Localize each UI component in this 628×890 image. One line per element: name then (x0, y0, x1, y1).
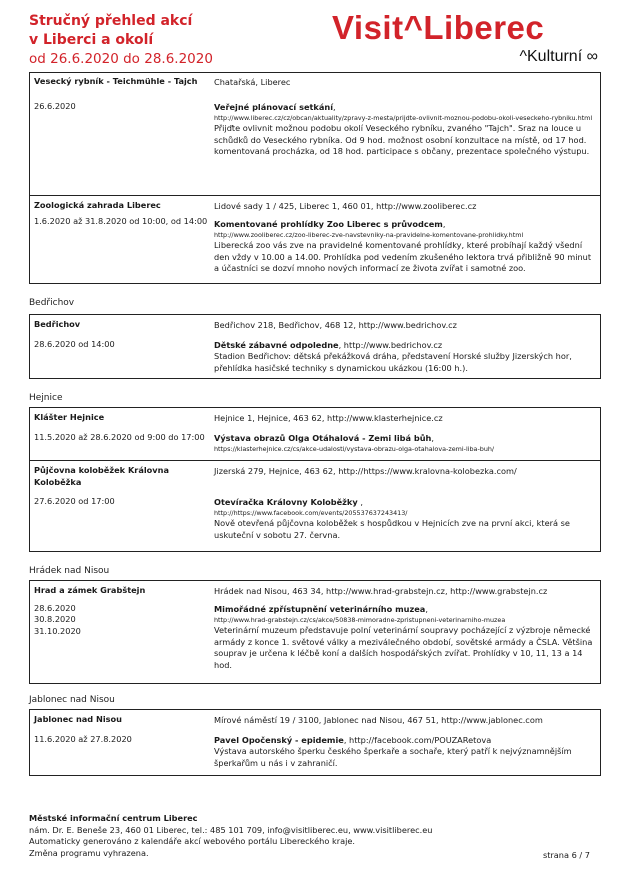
venue-address: Hrádek nad Nisou, 463 34, http://www.hrad-grabstejn.cz, http://www.grabstejn.cz (214, 586, 548, 596)
footer-note-generated: Automaticky generováno z kalendáře akcí webového portálu Libereckého kraje. (29, 836, 356, 846)
footer-organization: Městské informační centrum Liberec (29, 813, 198, 823)
visit-liberec-logo (332, 8, 602, 68)
event-date: 26.6.2020 (34, 100, 76, 111)
event-title: Dětské zábavné odpoledne (214, 340, 339, 350)
hradek-events-table (29, 580, 601, 684)
event-date: 28.6.2020 30.8.2020 31.10.2020 (34, 602, 81, 636)
table-row (30, 315, 600, 378)
event-date: 1.6.2020 až 31.8.2020 od 10:00, od 14:00 (34, 215, 208, 226)
page-number: strana 6 / 7 (542, 850, 590, 860)
table-row (30, 196, 600, 284)
event-url: http://www.liberec.cz/cz/obcan/aktuality/zpravy-z-mesta/prijdte-ovlivnit-moznou-podobu-okoli-veseckeho-rybniku.html (214, 114, 593, 122)
venue-address: Mírové náměstí 19 / 3100, Jablonec nad Nisou, 467 51, http://www.jablonec.com (214, 715, 543, 725)
footer-note-changes: Změna programu vyhrazena. (29, 847, 149, 858)
event-title-suffix: , (431, 433, 434, 443)
document-title (29, 12, 329, 69)
event-date: 28.6.2020 od 14:00 (34, 338, 115, 349)
date-range: od 26.6.2020 do 28.6.2020 (29, 51, 213, 67)
table-row (30, 581, 600, 683)
event-title-suffix: , http://www.bedrichov.cz (338, 340, 443, 350)
venue-address: Lidové sady 1 / 425, Liberec 1, 460 01, http://www.zooliberec.cz (214, 201, 477, 211)
jablonec-events-table (29, 709, 601, 776)
footer-address: nám. Dr. E. Beneše 23, 460 01 Liberec, tel.: 485 101 709, info@visitliberec.eu, www.visitliberec.eu (29, 824, 433, 835)
event-date: 11.6.2020 až 27.8.2020 (34, 733, 132, 744)
event-url: https://klasterhejnice.cz/cs/akce-udalosti/vystava-obrazu-olga-otahalova-zemi-liba-buh/ (214, 445, 495, 453)
section-label-bedrichov: Bedřichov (29, 298, 75, 308)
event-description: Stadion Bedřichov: dětská překážková dráha, představení Horské služby Jizerských hor, přehlídka hasičské techniky s dynamickou ukázkou (16:00 h.). (214, 351, 572, 373)
event-date: 11.5.2020 až 28.6.2020 od 9:00 do 17:00 (34, 431, 205, 442)
event-title-suffix: , (425, 604, 428, 614)
venue-name: Zoologická zahrada Liberec (34, 200, 161, 210)
venue-name: Půjčovna koloběžek Královna Koloběžka (34, 465, 169, 487)
venue-name: Jablonec nad Nisou (34, 714, 122, 724)
event-title-suffix: , http://facebook.com/POUZARetova (343, 735, 492, 745)
event-title: Pavel Opočenský - epidemie (214, 735, 344, 745)
event-url: http://www.zooliberec.cz/zoo-liberec-zve-navstevniky-na-pravidelne-komentovane-prohlidky.html (214, 231, 524, 239)
venue-address: Chatařská, Liberec (214, 77, 291, 87)
table-row (30, 73, 600, 196)
event-description: Přijďte ovlivnit možnou podobu okolí Veseckého rybníku, zvaného "Tajch". Sraz na louce u schůdků do Veseckého rybníka. Od 9 hod. možnost osobní konzultace na místě, od 17 hod. komentovaná procházka, od 18 hod. participace s občany, prezentace společného výstupu. (214, 123, 590, 156)
event-title-suffix: , (357, 497, 363, 507)
event-title-suffix: , (333, 102, 336, 112)
logo-wordmark: Visit^Liberec (332, 9, 545, 46)
event-title: Otevíračka Královny Koloběžky (214, 497, 358, 507)
bedrichov-events-table (29, 314, 601, 379)
event-url: http://www.hrad-grabstejn.cz/cs/akce/50838-mimoradne-zpristupneni-veterinarniho-muzea (214, 616, 506, 624)
venue-name: Klášter Hejnice (34, 412, 105, 422)
title-line-2: v Liberci a okolí (29, 32, 154, 48)
event-title: Komentované prohlídky Zoo Liberec s průvodcem (214, 219, 443, 229)
table-row (30, 408, 600, 461)
logo-tagline: ^Kulturní ∞ (519, 48, 598, 65)
venue-name: Vesecký rybník - Teichmühle - Tajch (34, 76, 198, 86)
footer (29, 813, 601, 859)
event-description: Výstava autorského šperku českého šperkaře a sochaře, který patří k nejvýznamnějším šperkařům u nás i v zahraničí. (214, 746, 572, 768)
section-label-hejnice: Hejnice (29, 393, 63, 403)
event-description: Nově otevřená půjčovna koloběžek s hospůdkou v Hejnicích zve na první akci, která se uskuteční v sobotu 27. června. (214, 518, 570, 540)
venue-address: Hejnice 1, Hejnice, 463 62, http://www.klasterhejnice.cz (214, 413, 443, 423)
venue-name: Bedřichov (34, 319, 81, 329)
event-title: Výstava obrazů Olga Otáhalová - Zemi libá bůh (214, 433, 432, 443)
event-title: Mimořádné zpřístupnění veterinárního muzea (214, 604, 426, 614)
title-line-1: Stručný přehled akcí (29, 13, 193, 29)
event-url: http://https://www.facebook.com/events/205537637243413/ (214, 509, 408, 517)
section-label-hradek: Hrádek nad Nisou (29, 566, 110, 576)
venue-address: Jizerská 279, Hejnice, 463 62, http://https://www.kralovna-kolobezka.com/ (214, 466, 517, 476)
event-date: 27.6.2020 od 17:00 (34, 496, 115, 506)
event-title: Veřejné plánovací setkání (214, 102, 334, 112)
event-description: Liberecká zoo vás zve na pravidelné komentované prohlídky, které probíhají každý všední den vždy v 10.00 a 14.00. Prohlídka pod vedením zkušeného lektora trvá přibližně 90 minut a účastníci se dozví mnoho nových informací ze života zvířat i samotné zoo. (214, 240, 592, 273)
venue-name: Hrad a zámek Grabštejn (34, 585, 146, 595)
liberec-events-table (29, 72, 601, 284)
venue-address: Bedřichov 218, Bedřichov, 468 12, http://www.bedrichov.cz (214, 320, 457, 330)
event-title-suffix: , (442, 219, 446, 229)
hejnice-events-table (29, 407, 601, 552)
table-row (30, 461, 600, 551)
table-row (30, 710, 600, 775)
section-label-jablonec: Jablonec nad Nisou (29, 695, 115, 705)
event-description: Veterinární muzeum představuje polní veterinární soupravy pocházející z výzbroje německé armády z konce 1. světové války a meziválečného období, sovětské armády a ČSLA. Většina souprav je určena k léčbě koní a dalších hospodářských zvířat. Prohlídky v 10, 11, 13 a 14 hod. (214, 625, 593, 670)
